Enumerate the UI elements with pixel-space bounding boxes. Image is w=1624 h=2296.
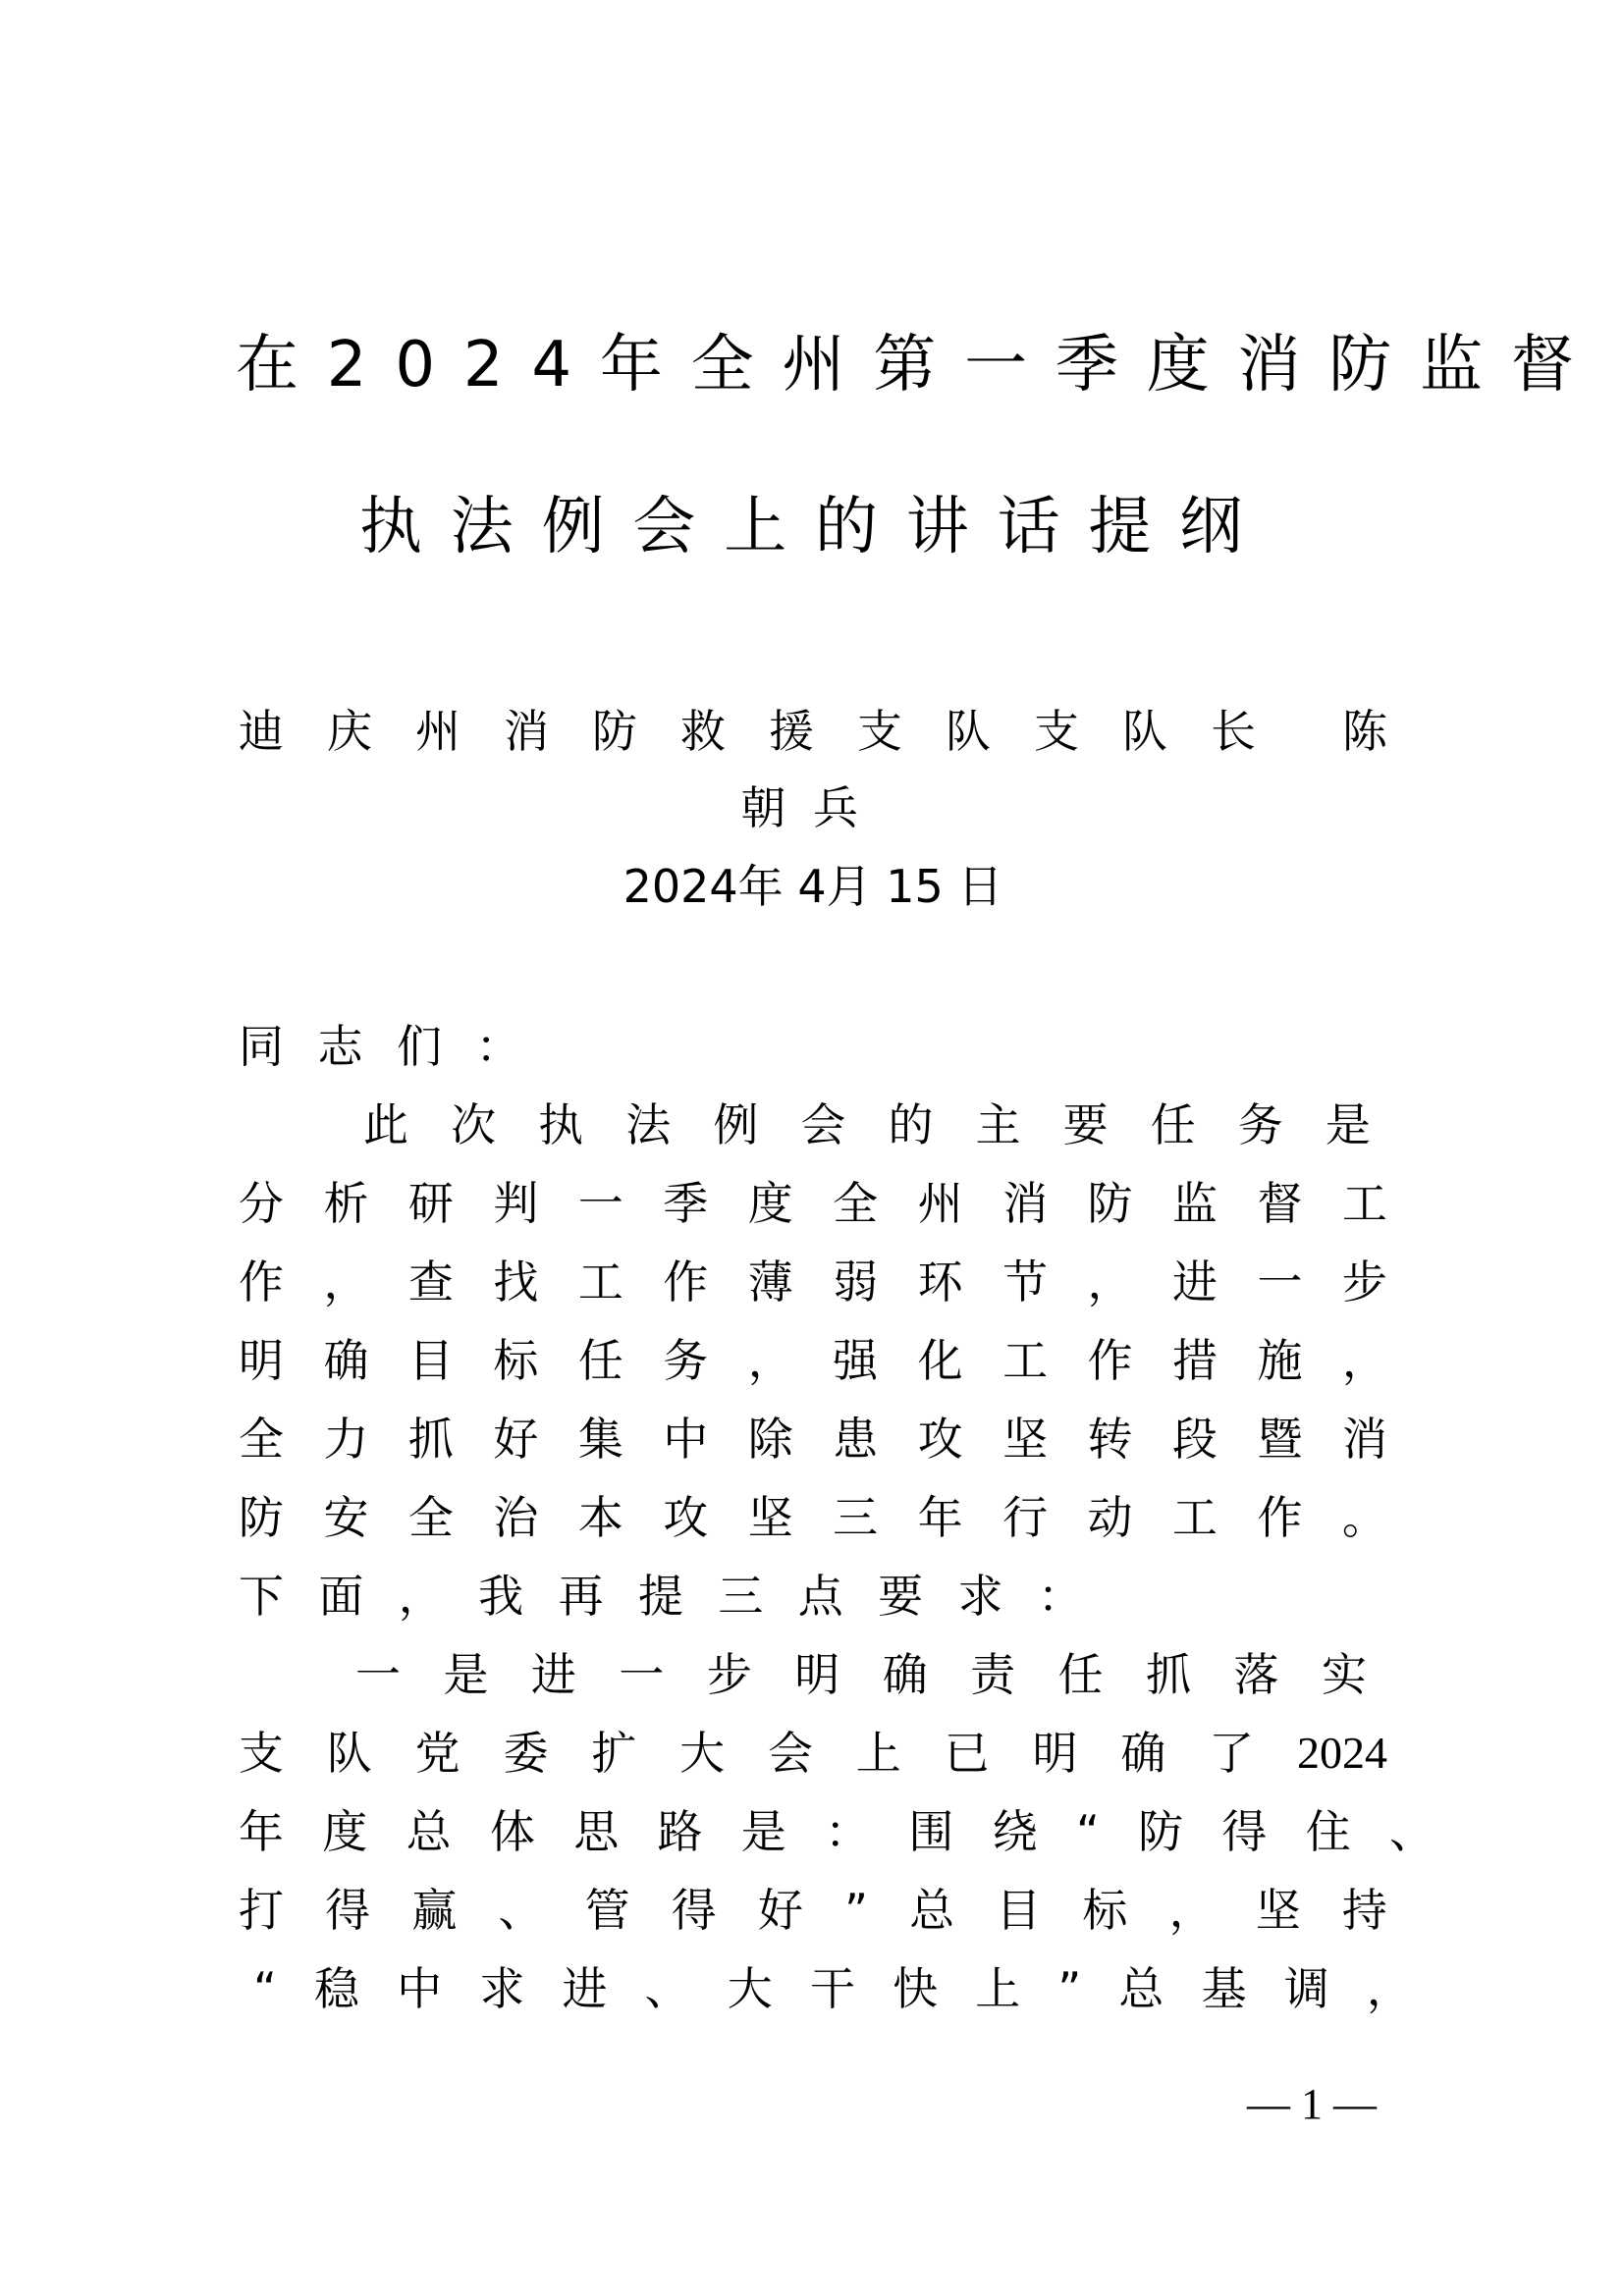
paragraph-2-line-1: 支 队 党 委 扩 大 会 上 已 明 确 了 2024 (239, 1727, 1387, 1780)
title-line-2: 执法例会上的讲话提纲 (359, 491, 1271, 563)
paragraph-2-line-2: 年 度 总 体 思 路 是 ： 围 绕 “ 防 得 住 、 (239, 1805, 1435, 1858)
title-line-1: 在2024年全州第一季度消防监督 (236, 329, 1602, 401)
salutation: 同志们： (239, 1020, 555, 1073)
paragraph-1-line-1: 此 次 执 法 例 会 的 主 要 任 务 是 (363, 1098, 1371, 1151)
byline-date: 2024年 4月 15 日 (623, 860, 1003, 913)
paragraph-1-line-2: 分 析 研 判 一 季 度 全 州 消 防 监 督 工 (239, 1177, 1387, 1230)
paragraph-1-line-5: 全 力 抓 好 集 中 除 患 攻 坚 转 段 暨 消 (239, 1413, 1387, 1466)
paragraph-1-line-7: 下 面 ， 我 再 提 三 点 要 求 ： (239, 1570, 1083, 1623)
paragraph-1-line-6: 防 安 全 治 本 攻 坚 三 年 行 动 工 作 。 (239, 1491, 1387, 1544)
byline-name: 朝兵 (740, 781, 886, 834)
paragraph-1-line-4: 明 确 目 标 任 务 ， 强 化 工 作 措 施 ， (239, 1334, 1387, 1387)
paragraph-1-line-3: 作 ， 查 找 工 作 薄 弱 环 节 ， 进 一 步 (239, 1255, 1387, 1308)
byline-org-title: 迪 庆 州 消 防 救 援 支 队 支 队 长 陈 (239, 705, 1387, 758)
section-heading-1: 一 是 进 一 步 明 确 责 任 抓 落 实 (355, 1648, 1367, 1701)
page-number: — 1 — (1247, 2080, 1377, 2128)
paragraph-2-line-3: 打 得 赢 、 管 得 好 ” 总 目 标 ， 坚 持 (239, 1884, 1387, 1937)
paragraph-2-line-4: “ 稳 中 求 进 、 大 干 快 上 ” 总 基 调 ， (253, 1962, 1412, 2015)
